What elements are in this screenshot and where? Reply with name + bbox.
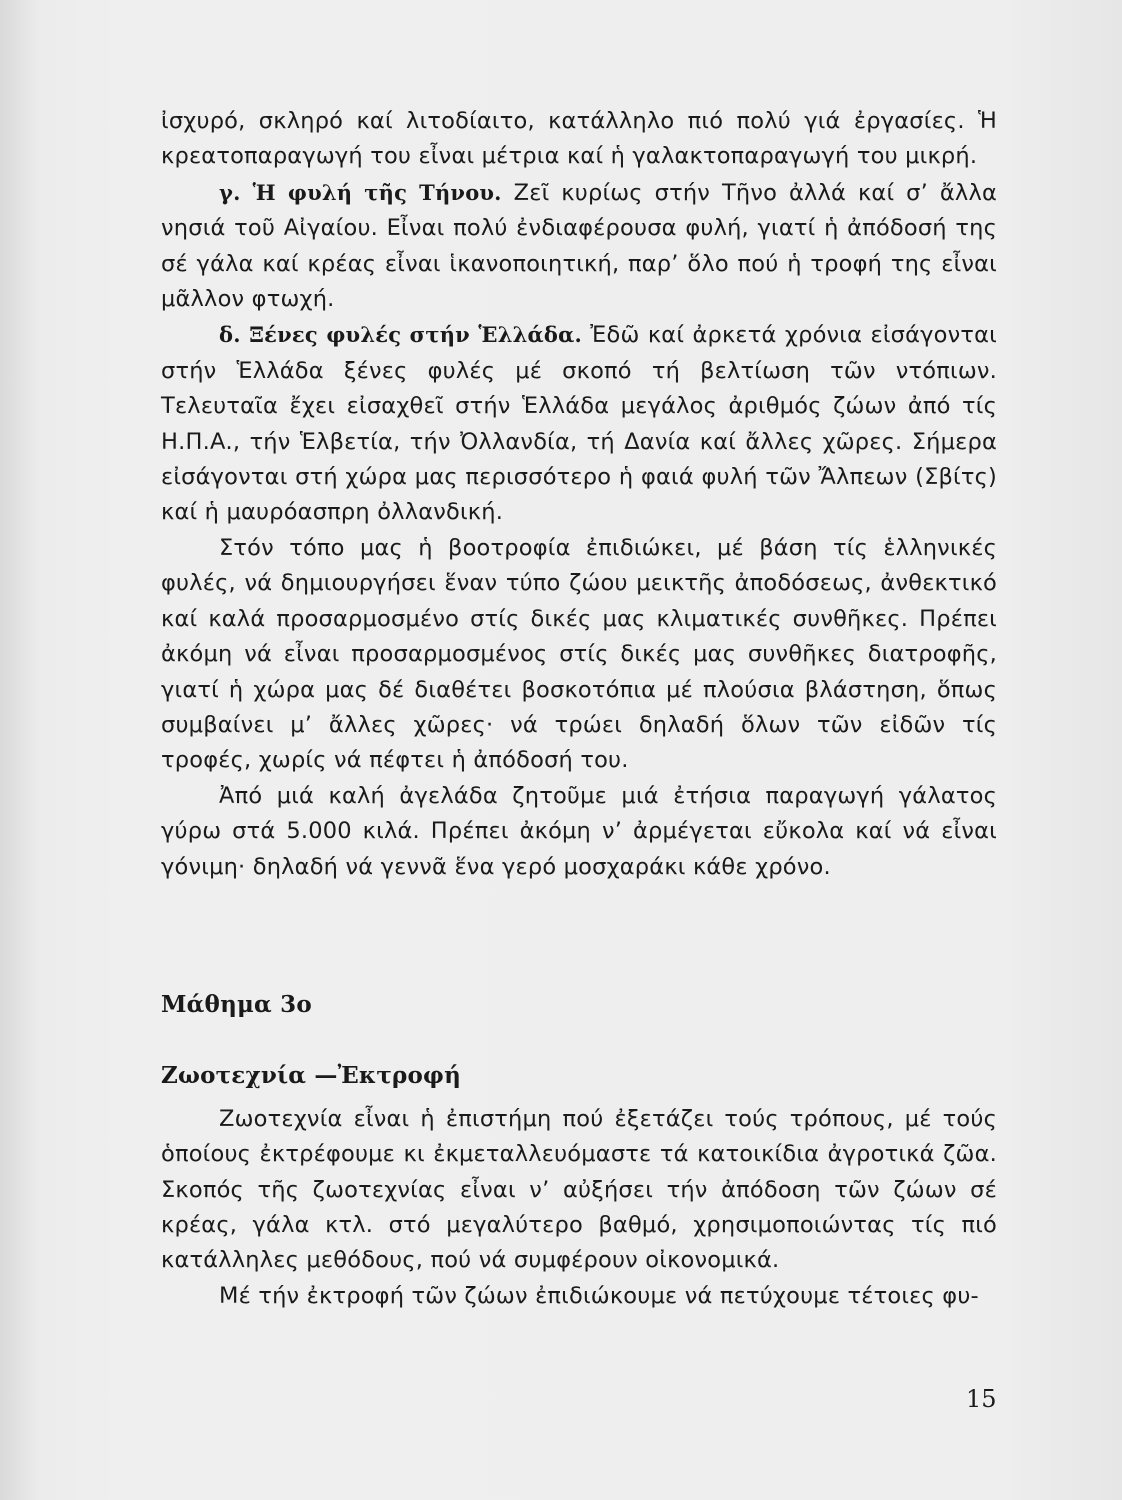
paragraph-breed-continuation: ἰσχυρό, σκληρό καί λιτοδίαιτο, κατάλληλο πιό πολύ γιά ἐργασίες. Ἡ κρεατοπαραγωγή του εἶναι μέτρια καί ἡ γαλακτοπαραγωγή του μικρή.: [161, 108, 997, 170]
paragraph-tinos-breed: [161, 175, 997, 318]
lesson-heading: Μάθημα 3ο: [161, 990, 312, 1018]
section-heading: Ζωοτεχνία —Ἐκτροφή: [161, 1062, 461, 1090]
paragraph-milk-production: Ἀπό μιά καλή ἀγελάδα ζητοῦμε μιά ἐτήσια παραγωγή γάλατος γύρω στά 5.000 κιλά. Πρέπει ἀκόμη ν’ ἀρμέγεται εὔκολα καί νά εἶναι γόνιμη· δηλαδή νά γεννᾶ ἕνα γερό μοσχαράκι κάθε χρόνο.: [161, 782, 997, 880]
paragraph-cattle-breeding-goals: Στόν τόπο μας ἡ βοοτροφία ἐπιδιώκει, μέ βάση τίς ἑλληνικές φυλές, νά δημιουργήσει ἕναν τύπο ζώου μεικτῆς ἀποδόσεως, ἀνθεκτικό καί καλά προσαρμοσμένο στίς δικές μας κλιματικές συνθῆκες. Πρέπει ἀκόμη νά εἶναι προσαρμοσμένος στίς δικές μας συνθῆκες διατροφῆς, γιατί ἡ χώρα μας δέ διαθέτει βοσκοτόπια μέ πλούσια βλάστηση, ὅπως συμβαίνει μ’ ἄλλες χῶρες· νά τρώει δηλαδή ὅλων τῶν εἰδῶν τίς τροφές, χωρίς νά πέφτει ἡ ἀπόδοσή του.: [161, 534, 997, 774]
page-text-block: [161, 104, 997, 1314]
paragraph-foreign-breeds: [161, 317, 997, 530]
foreign-breeds-label: δ. Ξένες φυλές στήν Ἑλλάδα.: [219, 322, 582, 348]
tinos-breed-text: Ζεῖ κυρίως στήν Τῆνο ἀλλά καί σ’ ἄλλα νησιά τοῦ Αἰγαίου. Εἶναι πολύ ἐνδιαφέρουσα φυλή, γιατί ἡ ἀπόδοσή της σέ γάλα καί κρέας εἶναι ἱκανοποιητική, παρ’ ὅλο πού ἡ τροφή της εἶναι μᾶλλον φτωχή.: [161, 179, 997, 313]
foreign-breeds-text: Ἐδῶ καί ἀρκετά χρόνια εἰσάγονται στήν Ἑλλάδα ξένες φυλές μέ σκοπό τή βελτίωση τῶν ντόπιων. Τελευταῖα ἔχει εἰσαχθεῖ στήν Ἑλλάδα μεγάλος ἀριθμός ζώων ἀπό τίς Η.Π.Α., τήν Ἑλβετία, τήν Ὀλλανδία, τή Δανία καί ἄλλες χῶρες. Σήμερα εἰσάγονται στή χώρα μας περισσότερο ἡ φαιά φυλή τῶν Ἄλπεων (Σβίτς) καί ἡ μαυρόασπρη ὀλλανδική.: [161, 322, 997, 526]
tinos-breed-label: γ. Ἡ φυλή τῆς Τήνου.: [219, 179, 502, 205]
paragraph-breeding-goals: Μέ τήν ἐκτροφή τῶν ζώων ἐπιδιώκουμε νά πετύχουμε τέτοιες φυ-: [219, 1282, 979, 1309]
page-number: 15: [966, 1385, 997, 1413]
paragraph-zootechnics-definition: Ζωοτεχνία εἶναι ἡ ἐπιστήμη πού ἐξετάζει τούς τρόπους, μέ τούς ὁποίους ἐκτρέφουμε κι ἐκμεταλλευόμαστε τά κατοικίδια ἀγροτικά ζῶα. Σκοπός τῆς ζωοτεχνίας εἶναι ν’ αὐξήσει τήν ἀπόδοση τῶν ζώων σέ κρέας, γάλα κτλ. στό μεγαλύτερο βαθμό, χρησιμοποιώντας τίς πιό κατάλληλες μεθόδους, πού νά συμφέρουν οἰκονομικά.: [161, 1105, 997, 1274]
